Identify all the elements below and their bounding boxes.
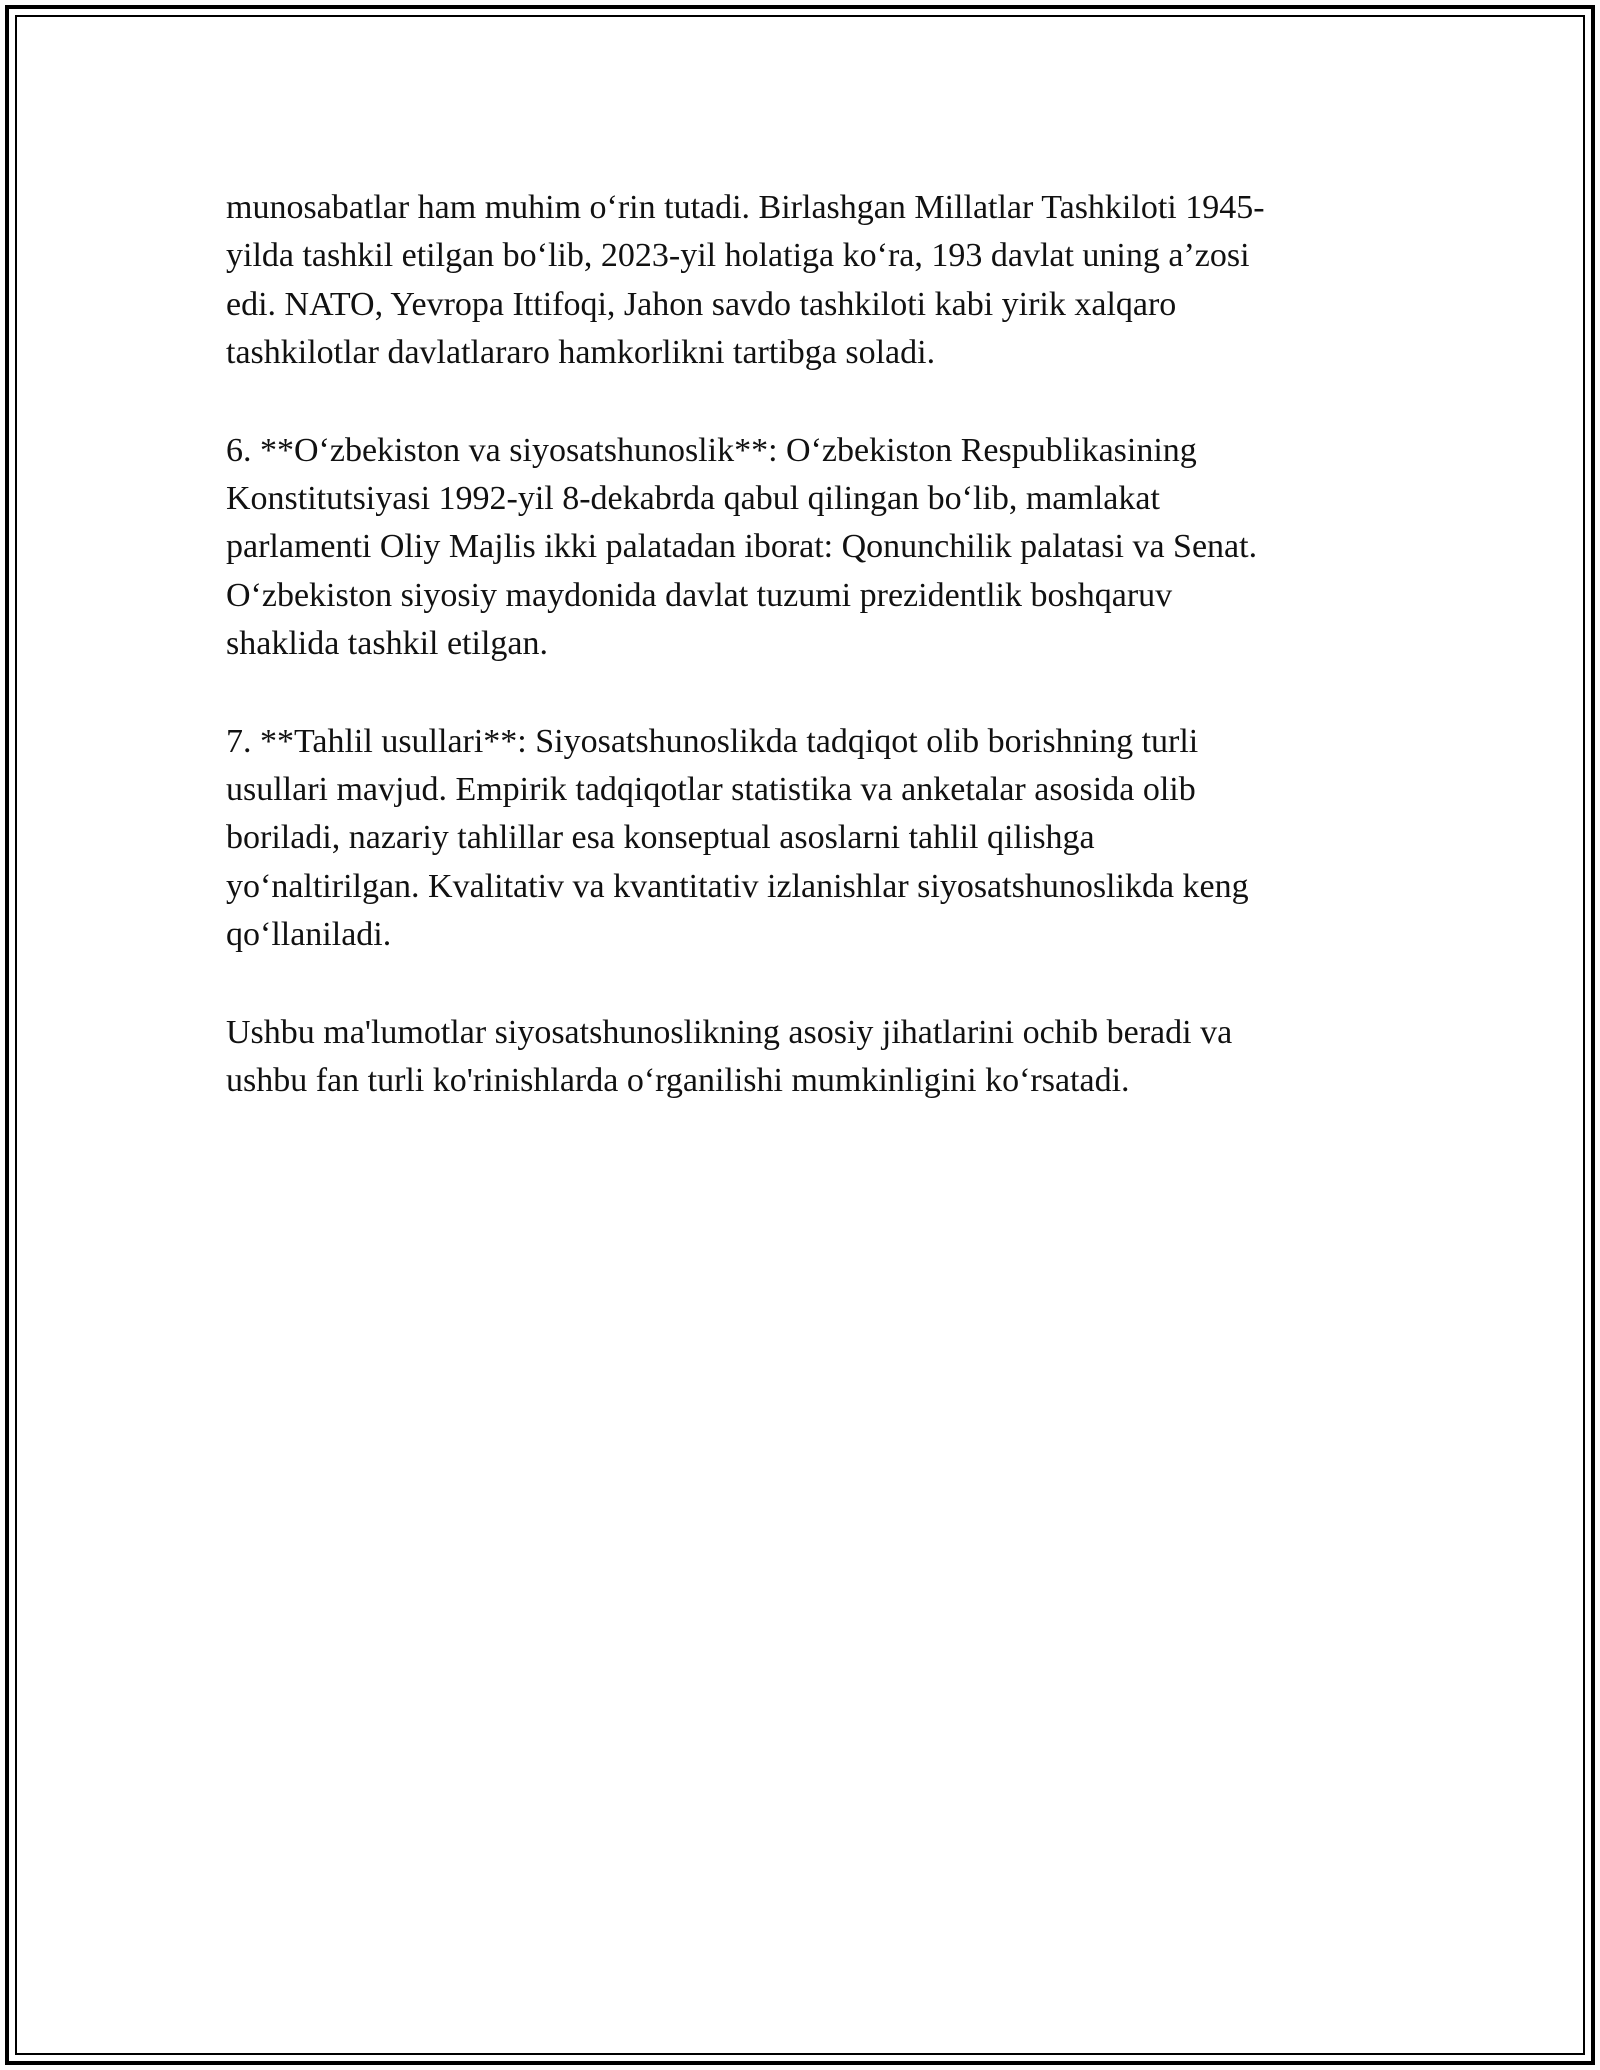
paragraph-uzbekistan-political-science: 6. **O‘zbekiston va siyosatshunoslik**: O‘zbekiston Respublikasining Konstitutsiyasi 1992-yil 8-dekabrda qabul qilingan bo‘lib, mamlakat parlamenti Oliy Majlis ikki palatadan iborat: Qonunchilik palatasi va Senat. O‘zbekiston siyosiy maydonida davlat tuzumi prezidentlik boshqaruv shaklida tashkil etilgan. [226, 431, 1258, 663]
paragraph-international-organizations: munosabatlar ham muhim o‘rin tutadi. Birlashgan Millatlar Tashkiloti 1945- yilda tashkil etilgan bo‘lib, 2023-yil holatiga ko‘ra, 193 davlat uning a’zosi edi. NATO, Yevropa Ittifoqi, Jahon savdo tashkiloti kabi yirik xalqaro tashkilotlar davlatlararo hamkorlikni tartibga soladi. [226, 189, 1265, 372]
document-body [226, 184, 1366, 1155]
paragraph-analysis-methods: 7. **Tahlil usullari**: Siyosatshunoslikda tadqiqot olib borishning turli usullari mavjud. Empirik tadqiqotlar statistika va anketalar asosida olib boriladi, nazariy tahlillar esa konseptual asoslarni tahlil qilishga yo‘naltirilgan. Kvalitativ va kvantitativ izlanishlar siyosatshunoslikda keng qo‘llaniladi. [226, 722, 1249, 954]
paragraph-conclusion: Ushbu ma'lumotlar siyosatshunoslikning asosiy jihatlarini ochib beradi va ushbu fan turli ko'rinishlarda o‘rganilishi mumkinligini ko‘rsatadi. [226, 1013, 1233, 1100]
